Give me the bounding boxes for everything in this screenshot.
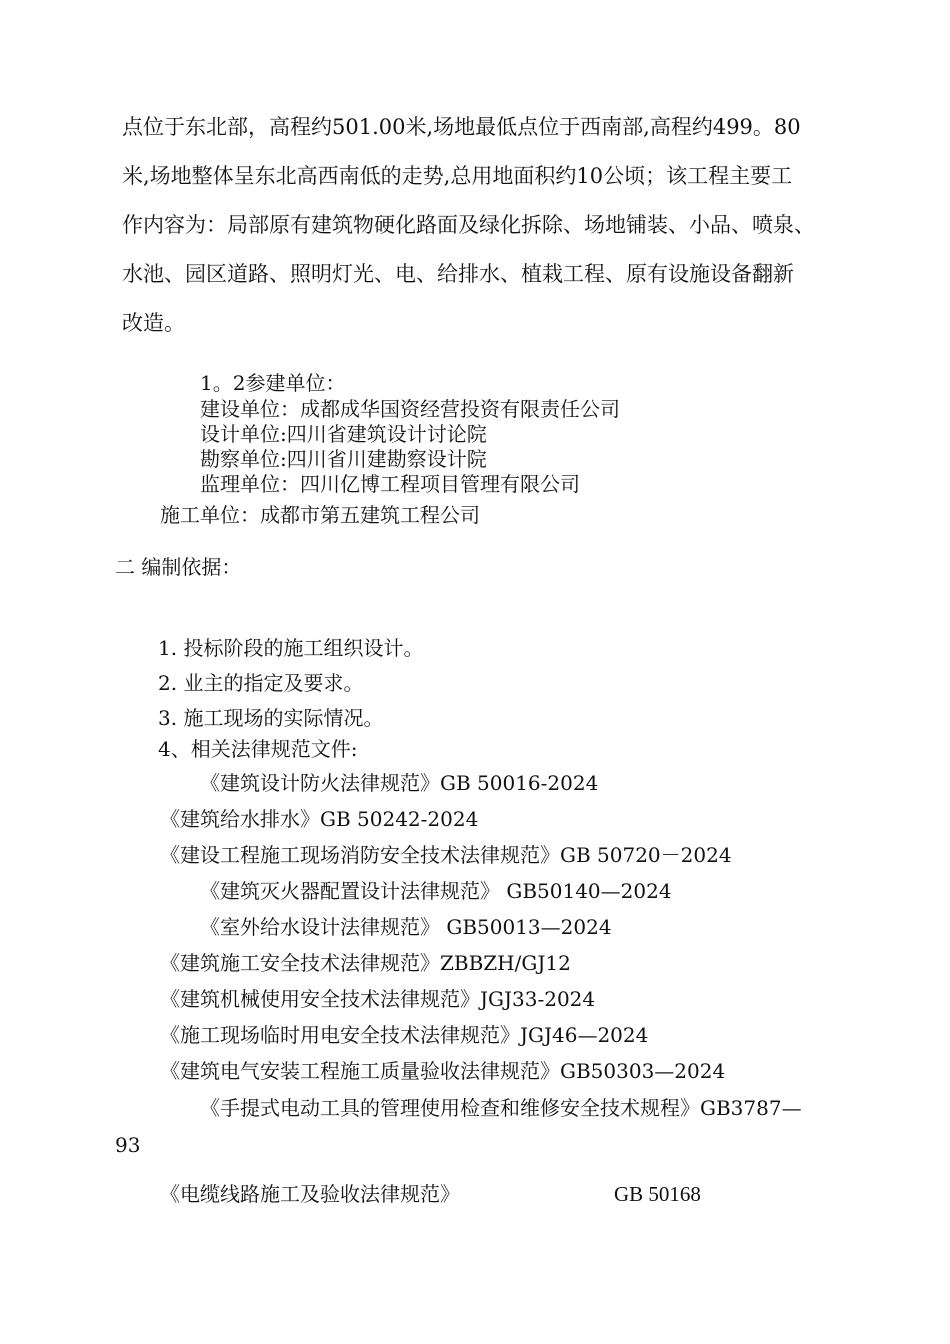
standard-item-code: GB 50168 bbox=[614, 1182, 701, 1206]
standard-item-continuation: 93 bbox=[115, 1133, 141, 1157]
standard-item: 《建筑给水排水》GB 50242-2024 bbox=[160, 807, 479, 831]
intro-line: 米,场地整体呈东北高西南低的走势,总用地面积约10公顷；该工程主要工 bbox=[122, 164, 793, 188]
standard-item: 《室外给水设计法律规范》 GB50013—2024 bbox=[200, 915, 612, 939]
list-item: 4、相关法律规范文件: bbox=[158, 737, 358, 761]
standard-item: 《建设工程施工现场消防安全技术法律规范》GB 50720－2024 bbox=[160, 843, 732, 867]
intro-line: 改造。 bbox=[122, 311, 185, 335]
list-item: 3. 施工现场的实际情况。 bbox=[158, 706, 384, 730]
standard-item: 《建筑电气安装工程施工质量验收法律规范》GB50303—2024 bbox=[160, 1059, 726, 1083]
list-item: 1. 投标阶段的施工组织设计。 bbox=[158, 636, 424, 660]
standard-item: 《施工现场临时用电安全技术法律规范》JGJ46—2024 bbox=[160, 1023, 649, 1047]
intro-line: 点位于东北部，高程约501.00米,场地最低点位于西南部,高程约499。80 bbox=[122, 115, 801, 139]
standard-item: 《建筑施工安全技术法律规范》ZBBZH/GJ12 bbox=[160, 951, 571, 975]
intro-line: 作内容为：局部原有建筑物硬化路面及绿化拆除、场地铺装、小品、喷泉、 bbox=[122, 213, 815, 237]
basis-heading: 二 编制依据： bbox=[115, 555, 242, 579]
supervision-unit: 监理单位：四川亿博工程项目管理有限公司 bbox=[200, 472, 580, 496]
design-unit: 设计单位:四川省建筑设计讨论院 bbox=[200, 422, 487, 446]
contractor-unit: 施工单位：成都市第五建筑工程公司 bbox=[160, 503, 480, 527]
intro-line: 水池、园区道路、照明灯光、电、给排水、植栽工程、原有设施设备翻新 bbox=[122, 262, 794, 286]
list-item: 2. 业主的指定及要求。 bbox=[158, 671, 364, 695]
standard-item: 《手提式电动工具的管理使用检查和维修安全技术规程》GB3787— bbox=[200, 1096, 802, 1120]
survey-unit: 勘察单位:四川省川建勘察设计院 bbox=[200, 447, 487, 471]
participants-heading: 1。2参建单位： bbox=[200, 371, 346, 395]
standard-item: 《建筑设计防火法律规范》GB 50016-2024 bbox=[200, 771, 599, 795]
standard-item: 《建筑灭火器配置设计法律规范》 GB50140—2024 bbox=[200, 879, 672, 903]
standard-item-title: 《电缆线路施工及验收法律规范》 bbox=[160, 1182, 460, 1206]
standard-item: 《建筑机械使用安全技术法律规范》JGJ33-2024 bbox=[160, 987, 596, 1011]
construction-unit: 建设单位：成都成华国资经营投资有限责任公司 bbox=[200, 397, 620, 421]
